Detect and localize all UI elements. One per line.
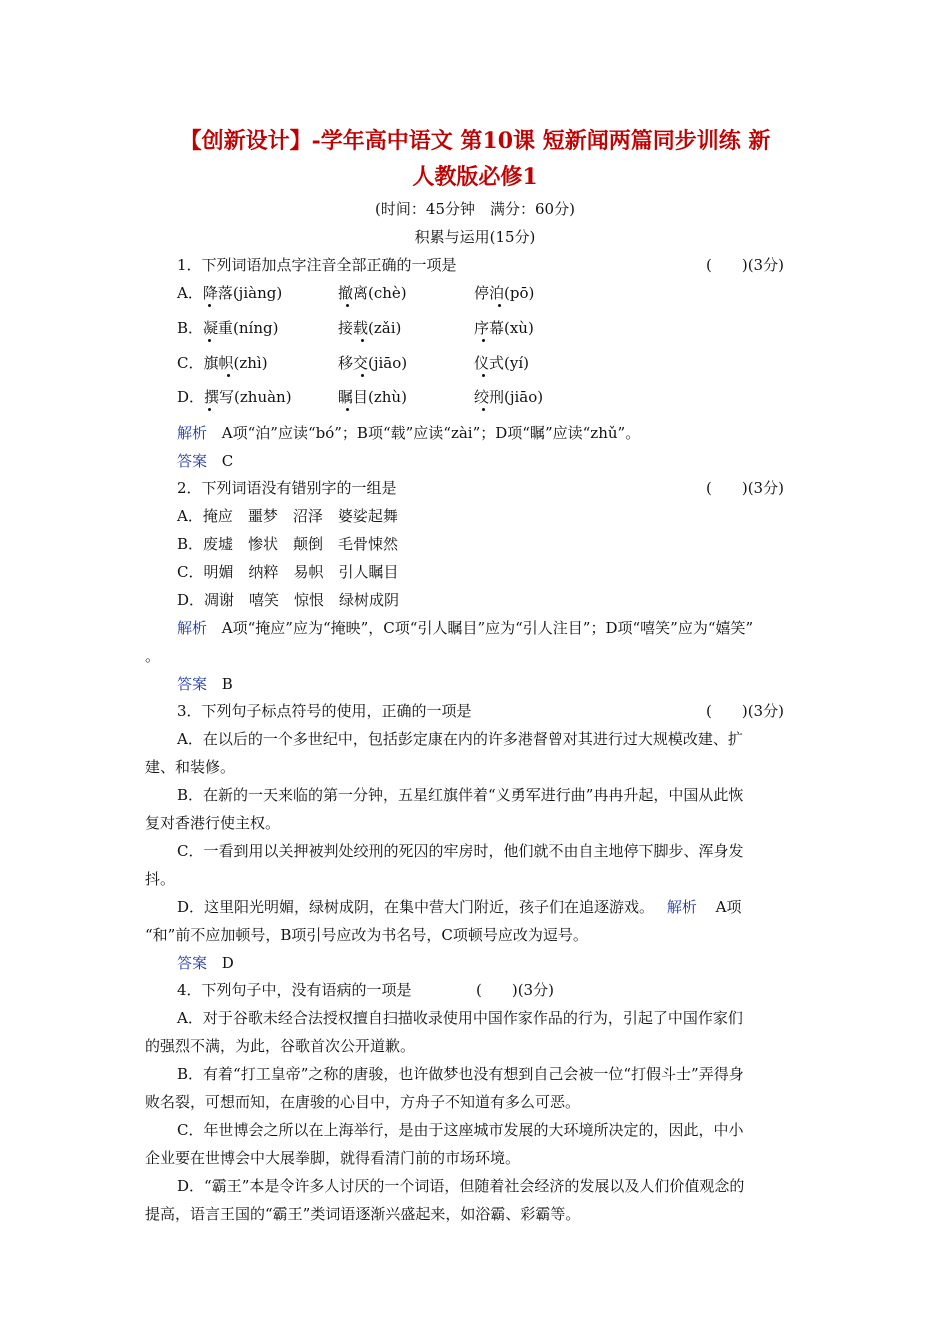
emphasis-dot — [227, 374, 230, 377]
document-title-line1: 【创新设计】-学年高中语文 第10课 短新闻两篇同步训练 新 — [179, 128, 771, 154]
q3-option-d-line — [177, 896, 741, 917]
emphasis-dot — [208, 304, 211, 307]
q1-analysis — [177, 422, 640, 443]
emphasis-dot — [208, 339, 211, 342]
option-d-text: D．这里阳光明媚，绿树成阴，在集中营大门附近，孩子们在追逐游戏。 — [177, 898, 655, 916]
q2-option-b: B．废墟 惨状 颠倒 毛骨悚然 — [177, 535, 399, 553]
q2-answer — [177, 673, 233, 694]
emphasis-dot — [361, 339, 364, 342]
q1-option-d-3: 绞刑(jiāo) — [474, 388, 544, 406]
q1-option-b-2: 接载(zǎi) — [338, 319, 402, 337]
q1-option-c-2: 移交(jiāo) — [338, 354, 408, 372]
q4-option-d-line2: 提高，语言王国的“霸王”类词语逐渐兴盛起来，如浴霸、彩霸等。 — [145, 1205, 581, 1223]
q4-option-b-line2: 败名裂，可想而知，在唐骏的心目中，方舟子不知道有多么可恶。 — [145, 1093, 581, 1111]
q4-option-b-line1: B．有着“打工皇帝”之称的唐骏，也许做梦也没有想到自己会被一位“打假斗士”弄得身 — [177, 1065, 744, 1083]
answer-text: D — [221, 954, 234, 972]
emphasis-dot — [482, 408, 485, 411]
q3-analysis-line2: “和”前不应加顿号，B项引号应改为书名号，C项顿号应改为逗号。 — [145, 926, 588, 944]
q3-option-a-line2: 建、和装修。 — [145, 758, 236, 776]
q1-stem: 1．下列词语加点字注音全部正确的一项是 — [177, 256, 457, 274]
q4-option-c-line2: 企业要在世博会中大展拳脚，就得看清门前的市场环境。 — [145, 1149, 521, 1167]
q1-option-b-1: B．凝重(níng) — [177, 319, 279, 337]
q3-stem: 3．下列句子标点符号的使用，正确的一项是 — [177, 702, 472, 720]
q2-option-d: D．凋谢 嘻笑 惊恨 绿树成阴 — [177, 591, 400, 609]
emphasis-dot — [482, 374, 485, 377]
q2-analysis-end: 。 — [145, 647, 161, 665]
analysis-label: 解析 — [177, 424, 208, 442]
analysis-label: 解析 — [666, 898, 697, 916]
emphasis-dot — [346, 304, 349, 307]
q3-answer — [177, 952, 234, 973]
q1-option-c-3: 仪式(yí) — [474, 354, 529, 372]
q1-option-a-1: A．降落(jiàng) — [177, 284, 283, 302]
q4-stem: 4．下列句子中，没有语病的一项是 — [177, 981, 412, 999]
q1-option-d-1: D．撰写(zhuàn) — [177, 388, 292, 406]
q2-stem: 2．下列词语没有错别字的一组是 — [177, 479, 397, 497]
analysis-label: 解析 — [177, 619, 208, 637]
q3-score: ( )(3分) — [706, 702, 784, 720]
time-info: (时间：45分钟 满分：60分) — [375, 200, 575, 218]
emphasis-dot — [346, 408, 349, 411]
q4-option-c-line1: C．年世博会之所以在上海举行，是由于这座城市发展的大环境所决定的，因此，中小 — [177, 1121, 744, 1139]
document-title-line2: 人教版必修1 — [412, 164, 538, 190]
analysis-text: A项“掩应”应为“掩映”，C项“引人瞩目”应为“引人注目”；D项“嘻笑”应为“嬉笑” — [221, 619, 754, 637]
q1-option-b-3: 序幕(xù) — [474, 319, 534, 337]
analysis-text: A项“泊”应读“bó”；B项“载”应读“zài”；D项“瞩”应读“zhǔ”。 — [221, 424, 641, 442]
q2-option-c: C．明媚 纳粹 易帜 引人瞩目 — [177, 563, 399, 581]
q1-option-c-1: C．旗帜(zhì) — [177, 354, 268, 372]
q3-option-a-line1: A．在以后的一个多世纪中，包括彭定康在内的许多港督曾对其进行过大规模改建、扩 — [177, 730, 743, 748]
answer-label: 答案 — [177, 675, 208, 693]
q2-score: ( )(3分) — [706, 479, 784, 497]
emphasis-dot — [361, 374, 364, 377]
q1-option-a-3: 停泊(pō) — [474, 284, 535, 302]
q3-option-b-line1: B．在新的一天来临的第一分钟，五星红旗伴着“义勇军进行曲”冉冉升起，中国从此恢 — [177, 786, 744, 804]
q4-score: ( )(3分) — [476, 981, 554, 999]
answer-text: B — [221, 675, 233, 693]
emphasis-dot — [482, 339, 485, 342]
answer-label: 答案 — [177, 954, 208, 972]
emphasis-dot — [498, 304, 501, 307]
q1-option-d-2: 瞩目(zhù) — [338, 388, 407, 406]
answer-text: C — [221, 452, 234, 470]
analysis-text: A项 — [715, 898, 742, 916]
section-heading: 积累与运用(15分) — [414, 228, 536, 246]
q1-score: ( )(3分) — [706, 256, 784, 274]
q1-answer — [177, 450, 233, 471]
q3-option-c-line2: 抖。 — [145, 870, 176, 888]
q1-option-a-2: 撤离(chè) — [338, 284, 407, 302]
q3-option-b-line2: 复对香港行使主权。 — [145, 814, 281, 832]
answer-label: 答案 — [177, 452, 208, 470]
q3-option-c-line1: C．一看到用以关押被判处绞刑的死囚的牢房时，他们就不由自主地停下脚步、浑身发 — [177, 842, 744, 860]
q4-option-d-line1: D．“霸王”本是令许多人讨厌的一个词语，但随着社会经济的发展以及人们价值观念的 — [177, 1177, 745, 1195]
q2-option-a: A．掩应 噩梦 沼泽 婆娑起舞 — [177, 507, 398, 525]
q4-option-a-line2: 的强烈不满，为此，谷歌首次公开道歉。 — [145, 1037, 416, 1055]
q4-option-a-line1: A．对于谷歌未经合法授权擅自扫描收录使用中国作家作品的行为，引起了中国作家们 — [177, 1009, 743, 1027]
emphasis-dot — [208, 408, 211, 411]
q2-analysis — [177, 617, 753, 638]
